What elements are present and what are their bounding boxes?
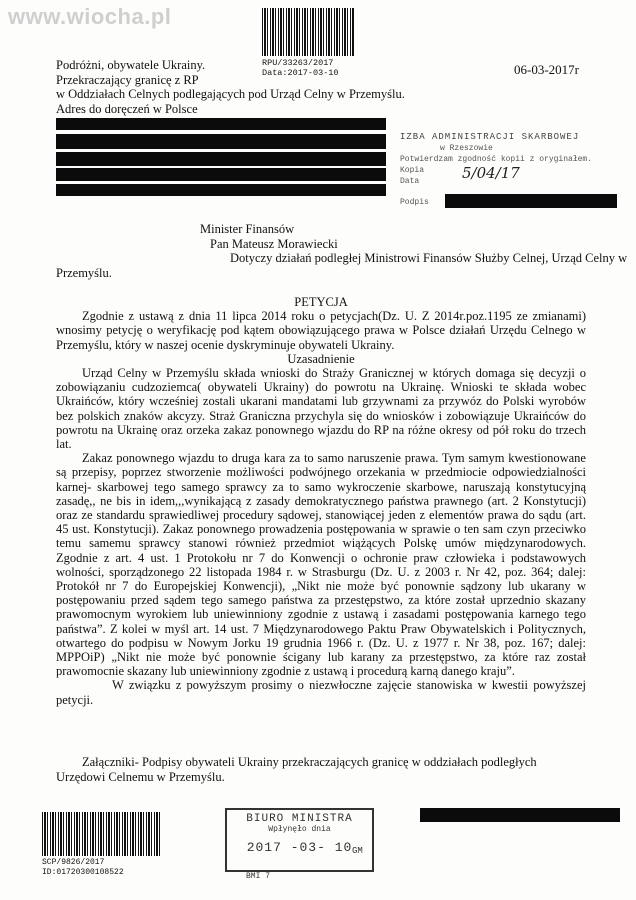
stamp-bm: BMI 7 (246, 872, 271, 881)
id-number: ID:01720300108522 (42, 868, 124, 877)
stamp-date-handwritten: 5/04/17 (462, 164, 520, 182)
section-subtitle: Uzasadnienie (287, 351, 355, 366)
sender-line: w Oddziałach Celnych podlegających pod Urząd Celny w Przemyślu. (56, 87, 405, 101)
redaction-bar (420, 808, 620, 822)
stamp-subtitle: Wpłynęło dnia (268, 825, 331, 834)
stamp-title: BIURO MINISTRA (246, 813, 353, 825)
stamp-data-label: Data (400, 177, 420, 186)
paragraph: Zakaz ponownego wjazdu to druga kara za to samo naruszenie prawa. Tym samym kwestionowane są przepisy, poprzez stworzenie możliwości podwójnego orzekania w przedmiocie odpowiedzialności karnej- skarbowej tego samego sprawcy za to samo wykroczenie skarbowe, naruszają konstytucyjną zasadę,, ne bis in idem,,,wynikającą z zasady demokratycznego państwa prawnego (art. 2 Konstytucji) oraz ze standardu sprawiedliwej procedury sądowej, stanowiącej jeden z elementów prawa do sądu (art. 45 ust. Konstytucji). Zakaz ponownego prowadzenia postępowania w sprawie o ten sam czyn przeciwko temu samemu sprawcy stanowi również przedmiot wiążących Polskę umów międzynarodowych. Zgodnie z art. 4 ust. 1 Protokołu nr 7 do Konwencji o ochronie praw człowieka i podstawowych wolności, sporządzonego 22 listopada 1984 r. w Strasburgu (Dz. U. z 2003 r. Nr 42, poz. 364; dalej: Protokół nr 7 do Europejskiej Konwencji), „Nikt nie może być ponownie sądzony lub ukarany w postępowaniu przed sądem tego samego państwa za przestępstwo, za które został uprzednio skazany prawomocnym wyrokiem lub uniewinniony zgodnie z ustawą i zasadami postępowania karnego tego państwa”. Z kolei w myśl art. 14 ust. 7 Międzynarodowego Paktu Praw Obywatelskich i Politycznych, otwartego do podpisu w Nowym Jorku 19 grudnia 1966 r. (Dz. U. z 1977 r. Nr 38, poz. 167; dalej: MPPOiP) „Nikt nie może być ponownie ścigany lub karany za przestępstwo, za które raz został prawomocnie skazany lub uniewinniony zgodnie z ustawą i procedurą karną danego kraju”. (56, 451, 586, 679)
recipient-title: Minister Finansów (200, 222, 295, 236)
petition-title: PETYCJA (294, 295, 348, 309)
redaction-bar (56, 168, 386, 181)
redaction-bar (56, 134, 386, 149)
stamp-confirm: Potwierdzam zgodność kopii z oryginałem. Kopia (400, 155, 593, 175)
stamp-gm: GM (352, 846, 363, 856)
sender-block (56, 58, 405, 116)
stamp-podpis-label: Podpis (400, 198, 429, 207)
subject-line-cont: Przemyślu. (56, 265, 112, 280)
document-date: 06-03-2017r (514, 62, 579, 77)
paragraph: Urząd Celny w Przemyślu składa wnioski do Straży Granicznej w których domaga się decyzji o zobowiązaniu cudzoziemca( obywateli Ukrainy) do powrotu na Ukrainę. Wnioski te składa wobec Ukraińców, który wcześniej zostali ukarani mandatami lub grzywnami za przywóz do Polski wyrobów bez polskich znaków akcyzy. Straż Graniczna przychyla się do wniosków i zobowiązuje Ukraińców do powrotu na Ukrainę oraz orzeka zakaz ponownego wjazdu do RP na różne okresy od pół roku do trzech lat. (56, 366, 586, 452)
stamp-city: w Rzeszowie (440, 144, 493, 153)
rpu-date: Data:2017-03-10 (262, 68, 339, 78)
subject-line: Dotyczy działań podległej Ministrowi Finansów Służby Celnej, Urząd Celny w (230, 251, 628, 265)
biuro-ministra-stamp (225, 808, 374, 872)
rpu-code (262, 58, 339, 78)
sender-line: Przekraczający granicę z RP (56, 72, 199, 87)
redaction-bar (445, 194, 617, 208)
watermark-logo: www.wiocha.pl (8, 4, 172, 29)
rpu-number: RPU/33263/2017 (262, 58, 334, 68)
paragraph: Zgodnie z ustawą z dnia 11 lipca 2014 roku o petycjach(Dz. U. Z 2014r.poz.1195 ze zmianami) wnosimy petycję o weryfikację pod kątem obowiązującego prawa w Polsce działań Urzędu Celnego w Przemyślu, który w naszej ocenie dyskryminuje obywateli Ukrainy. (56, 309, 586, 352)
petition-body (56, 295, 586, 707)
recipient-block (56, 222, 628, 280)
redaction-bar (56, 118, 386, 130)
redaction-bar (56, 152, 386, 166)
paragraph: W związku z powyższym prosimy o niezwłoczne zajęcie stanowiska w kwestii powyższej petycji. (56, 678, 586, 707)
sender-line: Adres do doręczeń w Polsce (56, 101, 198, 116)
scp-barcode (42, 812, 160, 856)
stamp-title: IZBA ADMINISTRACJI SKARBOWEJ (400, 132, 580, 142)
sender-line: Podróżni, obywatele Ukrainy. (56, 58, 206, 72)
scp-number: SCP/9826/2017 (42, 858, 105, 867)
recipient-name: Pan Mateusz Morawiecki (210, 236, 338, 251)
redaction-bar (56, 184, 386, 196)
rpu-barcode (262, 8, 354, 56)
stamp-date: 2017 -03- 10 (246, 840, 353, 855)
attachments-note: Załączniki- Podpisy obywateli Ukrainy przekraczających granicę w oddziałach podległych Urzędowi Celnemu w Przemyślu. (56, 755, 537, 784)
scp-code (42, 858, 124, 878)
